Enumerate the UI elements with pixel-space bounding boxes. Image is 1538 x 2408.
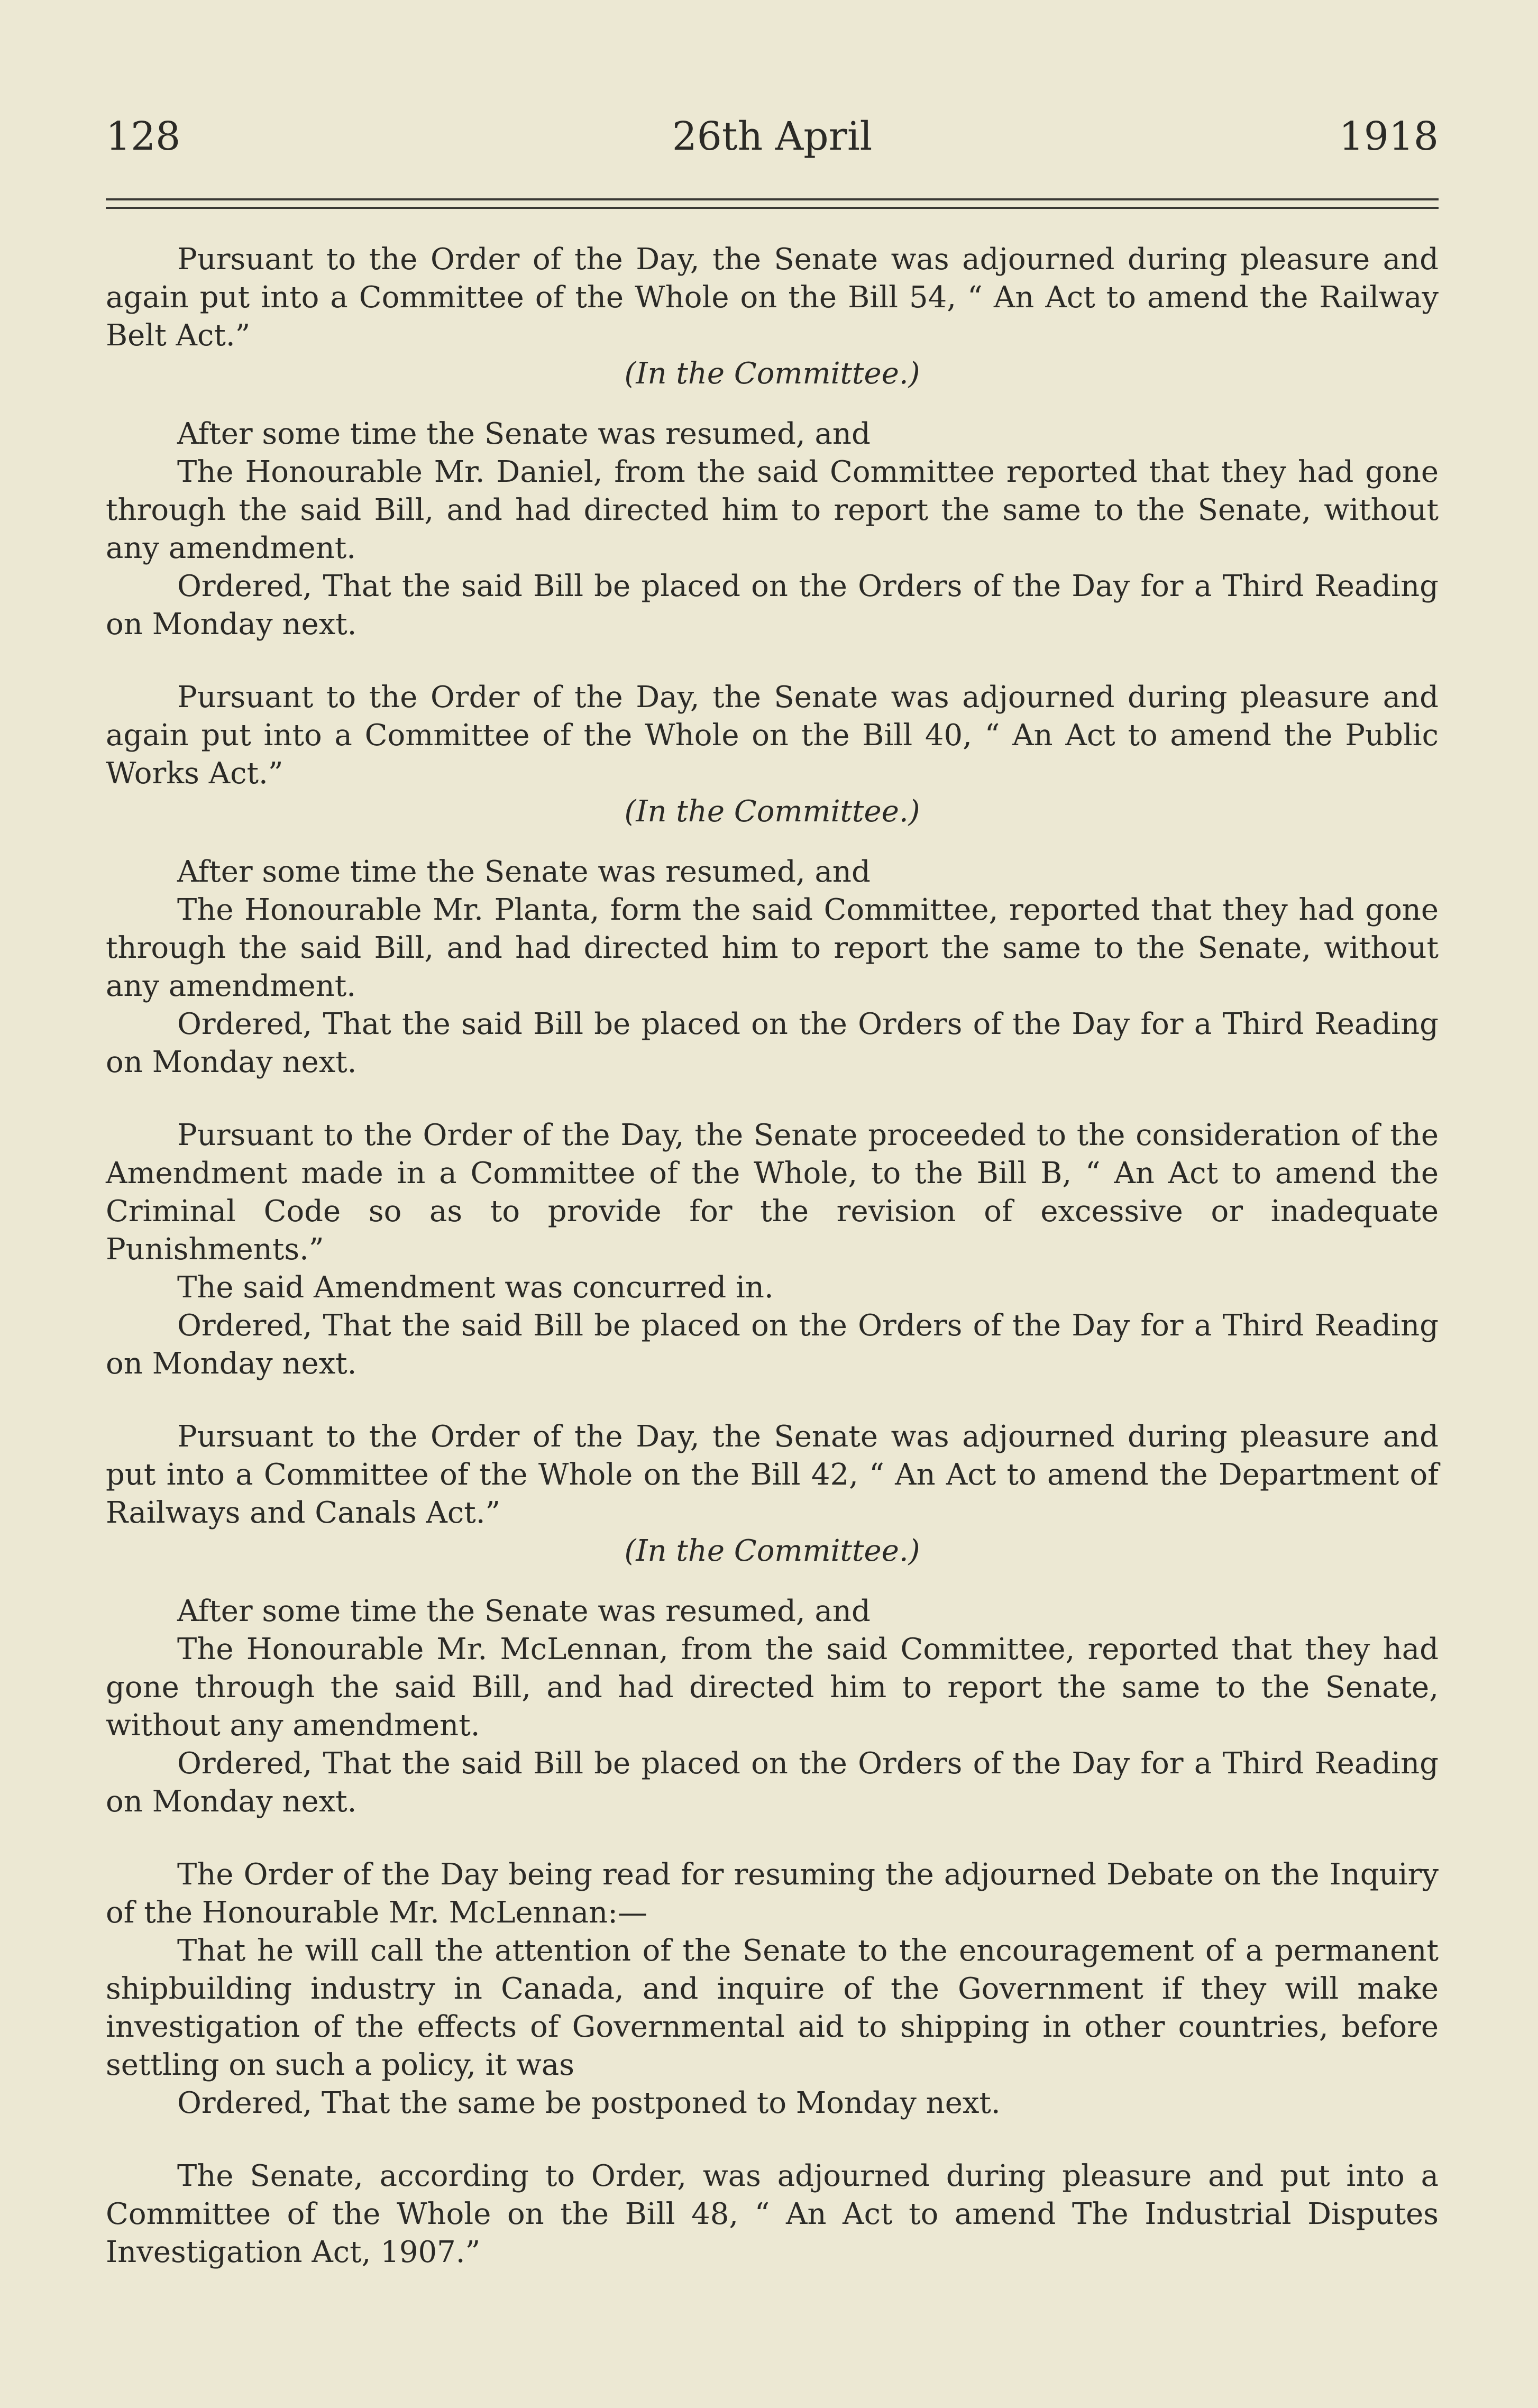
entry-paragraph: Pursuant to the Order of the Day, the Senate proceeded to the consideration of the Amendment made in a Committee of the Whole, to the Bill B, “ An Act to amend the Criminal Code so as to provide for the revision of excessive or inadequate Punishments.” (106, 1118, 1439, 1267)
entry-paragraph: Pursuant to the Order of the Day, the Senate was adjourned during pleasure and put into a Committee of the Whole on the Bill 42, “ An Act to amend the Department of Railways and Canals Act.” (106, 1420, 1439, 1530)
page-number: 128 (106, 114, 181, 159)
entry-paragraph: The Honourable Mr. Daniel, from the said Committee reported that they had gone through the said Bill, and had directed him to report the same to the Senate, without any amendment. (106, 455, 1439, 565)
journal-entry (106, 2157, 1439, 2272)
journal-entry (106, 1856, 1439, 2122)
entry-paragraph: Ordered, That the said Bill be placed on the Orders of the Day for a Third Reading on Monday next. (106, 1308, 1439, 1381)
journal-entry (106, 241, 1439, 644)
journal-entry (106, 1116, 1439, 1383)
entry-paragraph: After some time the Senate was resumed, and (177, 855, 871, 889)
entry-paragraph: Ordered, That the same be postponed to Monday next. (177, 2086, 1001, 2120)
entry-paragraph: Pursuant to the Order of the Day, the Senate was adjourned during pleasure and again put into a Committee of the Whole on the Bill 54, “ An Act to amend the Railway Belt Act.” (106, 242, 1439, 353)
entry-paragraph: The said Amendment was concurred in. (177, 1270, 774, 1305)
entry-paragraph: Ordered, That the said Bill be placed on the Orders of the Day for a Third Reading on Monday next. (106, 1746, 1439, 1819)
entry-paragraph: The Honourable Mr. Planta, form the said Committee, reported that they had gone through the said Bill, and had directed him to report the same to the Senate, without any amendment. (106, 893, 1439, 1003)
entry-paragraph: The Order of the Day being read for resuming the adjourned Debate on the Inquiry of the Honourable Mr. McLennan:— (106, 1857, 1439, 1930)
running-head-date: 26th April (672, 114, 873, 159)
header-double-rule (106, 198, 1439, 209)
running-head (106, 114, 1439, 172)
entry-paragraph: Ordered, That the said Bill be placed on the Orders of the Day for a Third Reading on Monday next. (106, 1007, 1439, 1079)
entry-paragraph: Pursuant to the Order of the Day, the Senate was adjourned during pleasure and again put into a Committee of the Whole on the Bill 40, “ An Act to amend the Public Works Act.” (106, 680, 1439, 791)
entry-paragraph: After some time the Senate was resumed, and (177, 417, 871, 451)
entry-paragraph: That he will call the attention of the Senate to the encouragement of a permanent shipbuilding industry in Canada, and inquire of the Government if they will make investigation of the effects of Governmental aid to shipping in other countries, before settling on such a policy, it was (106, 1934, 1439, 2082)
journal-entry (106, 1418, 1439, 1821)
committee-note: (In the Committee.) (624, 356, 920, 391)
entry-paragraph: The Honourable Mr. McLennan, from the said Committee, reported that they had gone through the said Bill, and had directed him to report the same to the Senate, without any amendment. (106, 1632, 1439, 1743)
document-page (106, 114, 1439, 2306)
entry-paragraph: Ordered, That the said Bill be placed on the Orders of the Day for a Third Reading on Monday next. (106, 569, 1439, 642)
committee-note: (In the Committee.) (624, 1534, 920, 1568)
entry-paragraph: After some time the Senate was resumed, and (177, 1594, 871, 1628)
running-head-year: 1918 (1339, 114, 1439, 159)
journal-entry (106, 679, 1439, 1082)
entry-paragraph: The Senate, according to Order, was adjourned during pleasure and put into a Committee of the Whole on the Bill 48, “ An Act to amend The Industrial Disputes Investigation Act, 1907.” (106, 2159, 1439, 2269)
committee-note: (In the Committee.) (624, 794, 920, 829)
journal-entries (106, 241, 1439, 2272)
